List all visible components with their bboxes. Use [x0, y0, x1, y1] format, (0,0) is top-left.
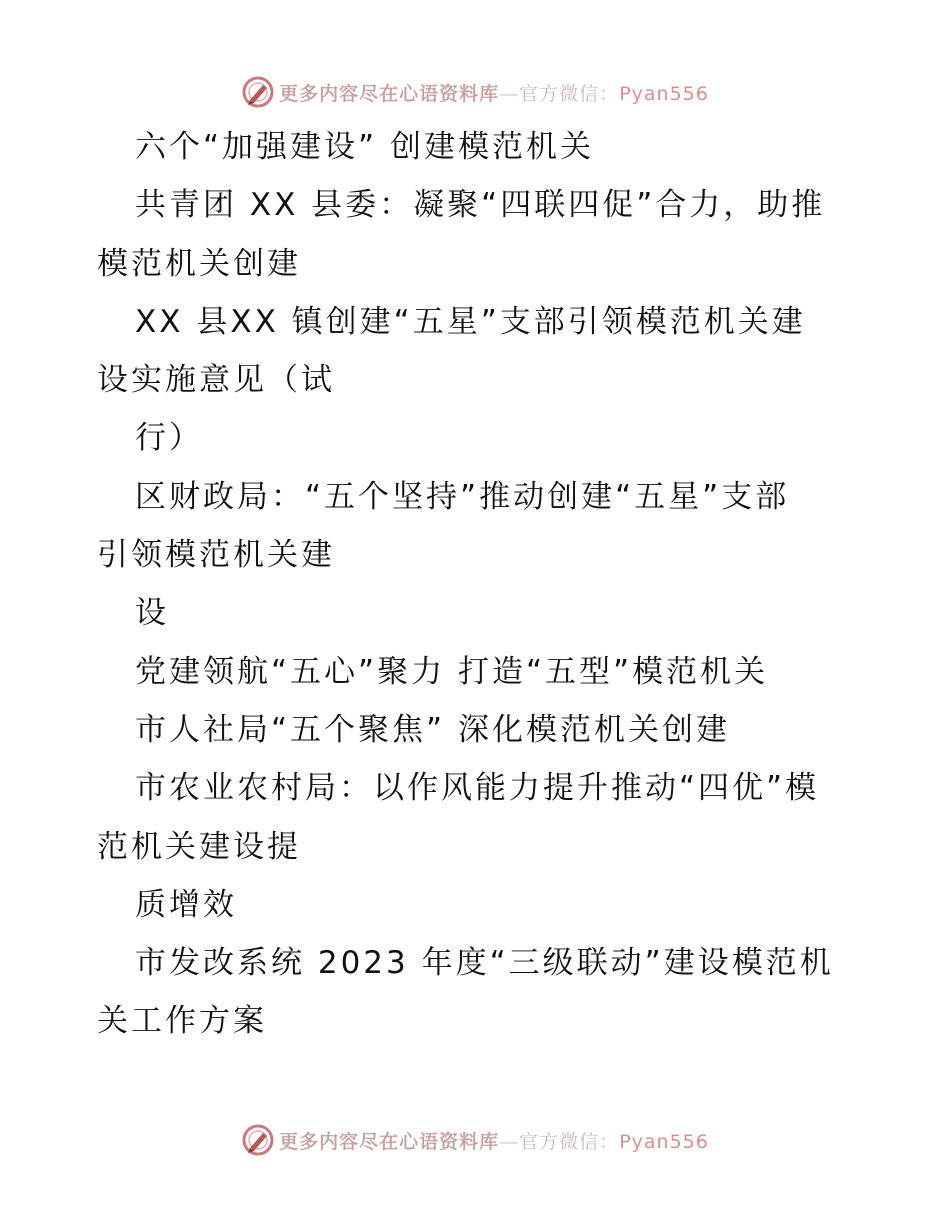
document-body: [97, 118, 857, 1051]
title-item: [97, 759, 857, 876]
title-item: [97, 584, 857, 642]
title-line: 区财政局：“五个坚持”推动创建“五星”支部: [135, 478, 790, 515]
title-line: 市农业农村局：以作风能力提升推动“四优”模: [135, 770, 820, 807]
watermark-official-label: 官方微信：: [519, 82, 620, 105]
title-line: 共青团 XX 县委：凝聚“四联四促”合力，助推: [135, 187, 826, 224]
title-line: 质增效: [135, 886, 237, 923]
title-line: 党建领航“五心”聚力 打造“五型”模范机关: [135, 653, 769, 690]
title-line: 范机关建设提: [97, 828, 301, 865]
title-line: 设实施意见（试: [97, 362, 335, 399]
title-item: [97, 643, 857, 701]
title-item: [97, 934, 857, 1051]
watermark-site-text: 更多内容尽在心语资料库: [279, 82, 500, 105]
title-line: 关工作方案: [97, 1003, 267, 1040]
title-line: 六个“加强建设” 创建模范机关: [135, 129, 594, 165]
title-item: [97, 118, 857, 176]
header-watermark: [0, 72, 950, 112]
footer-watermark: [0, 1120, 950, 1160]
title-item: [97, 176, 857, 293]
watermark-wechat-id: Pyan556: [619, 82, 709, 105]
title-item: [97, 409, 857, 467]
title-item: [97, 876, 857, 934]
pen-logo-icon: [241, 1123, 275, 1157]
title-line: 市人社局“五个聚焦” 深化模范机关创建: [135, 711, 730, 748]
title-item: [97, 701, 857, 759]
watermark-site-text: 更多内容尽在心语资料库: [279, 1130, 500, 1153]
title-item: [97, 293, 857, 410]
title-line: XX 县XX 镇创建“五星”支部引领模范机关建: [135, 303, 806, 340]
watermark-wechat-id: Pyan556: [619, 1130, 709, 1153]
title-line: 引领模范机关建: [97, 537, 335, 574]
watermark-official-label: 官方微信：: [519, 1130, 620, 1153]
title-line: 市发改系统 2023 年度“三级联动”建设模范机: [135, 945, 834, 982]
title-line: 设: [135, 595, 169, 632]
watermark-dash: —: [499, 1130, 520, 1153]
pen-logo-icon: [241, 75, 275, 109]
title-item: [97, 468, 857, 585]
watermark-dash: —: [499, 82, 520, 105]
title-line: 行）: [135, 420, 203, 457]
title-line: 模范机关创建: [97, 245, 301, 282]
